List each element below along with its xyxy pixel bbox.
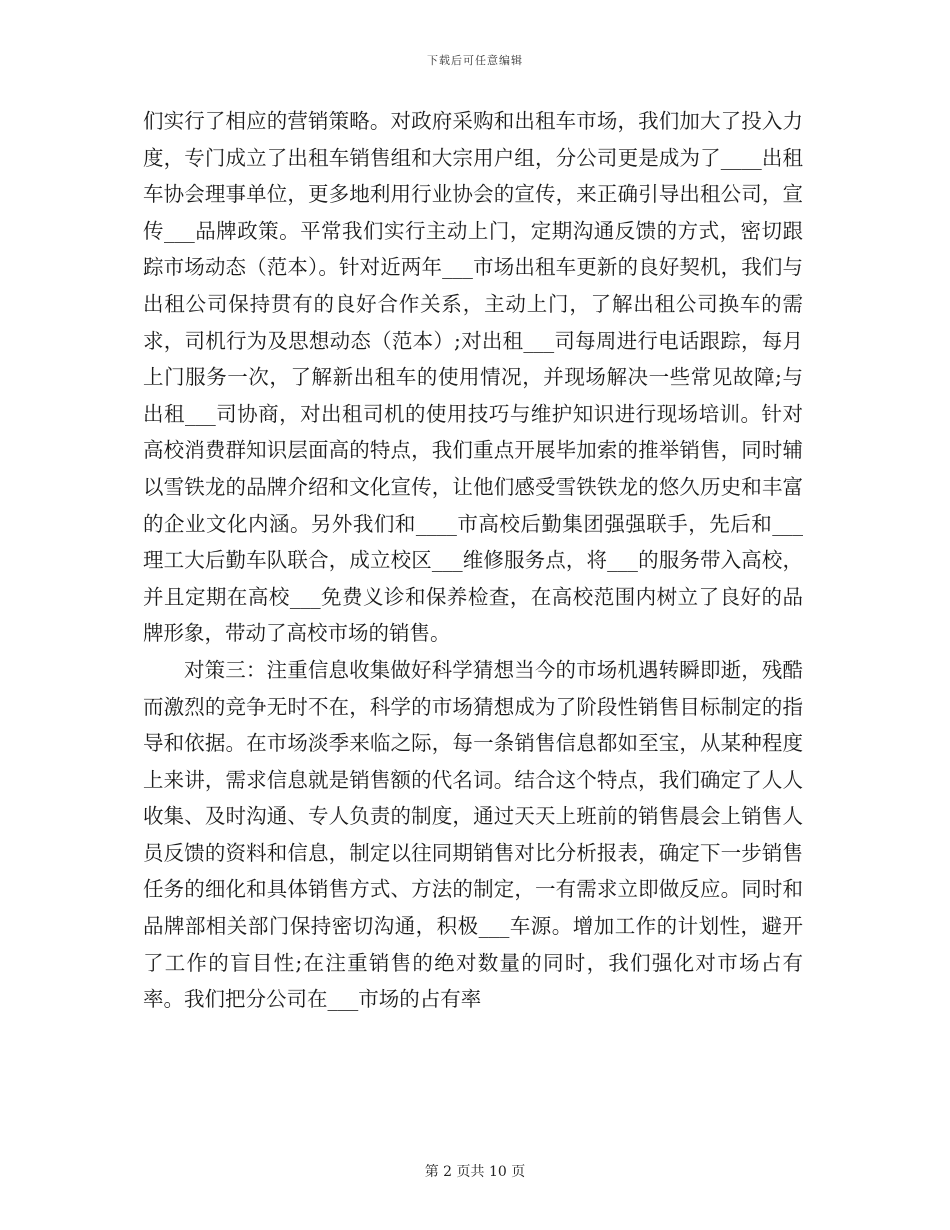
paragraph-strategy-three: 对策三：注重信息收集做好科学猜想当今的市场机遇转瞬即逝，残酷而激烈的竞争无时不在，科学的市场猜想成为了阶段性销售目标制定的指导和依据。在市场淡季来临之际，每一条销售信息都如至宝，从某种程度上来讲，需求信息就是销售额的代名词。结合这个特点，我们确定了人人收集、及时沟通、专人负责的制度，通过天天上班前的销售晨会上销售人员反馈的资料和信息，制定以往同期销售对比分析报表，确定下一步销售任务的细化和具体销售方式、方法的制定，一有需求立即做反应。同时和品牌部相关部门保持密切沟通，积极___车源。增加工作的计划性，避开了工作的盲目性;在注重销售的绝对数量的同时，我们强化对市场占有率。我们把分公司在___市场的占有率 xyxy=(143,657,803,1012)
document-body xyxy=(143,103,803,1018)
page-number-footer: 第 2 页共 10 页 xyxy=(424,1164,526,1180)
page-header: 下载后可任意编辑 xyxy=(427,54,523,67)
paragraph-continuation: 们实行了相应的营销策略。对政府采购和出租车市场，我们加大了投入力度，专门成立了出租车销售组和大宗用户组，分公司更是成为了____出租车协会理事单位，更多地利用行业协会的宣传，来正确引导出租公司，宣传___品牌政策。平常我们实行主动上门，定期沟通反馈的方式，密切跟踪市场动态（范本）。针对近两年___市场出租车更新的良好契机，我们与出租公司保持贯有的良好合作关系，主动上门，了解出租公司换车的需求，司机行为及思想动态（范本）;对出租___司每周进行电话跟踪，每月上门服务一次，了解新出租车的使用情况，并现场解决一些常见故障;与出租___司协商，对出租司机的使用技巧与维护知识进行现场培训。针对高校消费群知识层面高的特点，我们重点开展毕加索的推举销售，同时辅以雪铁龙的品牌介绍和文化宣传，让他们感受雪铁铁龙的悠久历史和丰富的企业文化内涵。另外我们和____市高校后勤集团强强联手，先后和___理工大后勤车队联合，成立校区___维修服务点，将___的服务带入高校，并且定期在高校___免费义诊和保养检查，在高校范围内树立了良好的品牌形象，带动了高校市场的销售。 xyxy=(143,109,803,646)
